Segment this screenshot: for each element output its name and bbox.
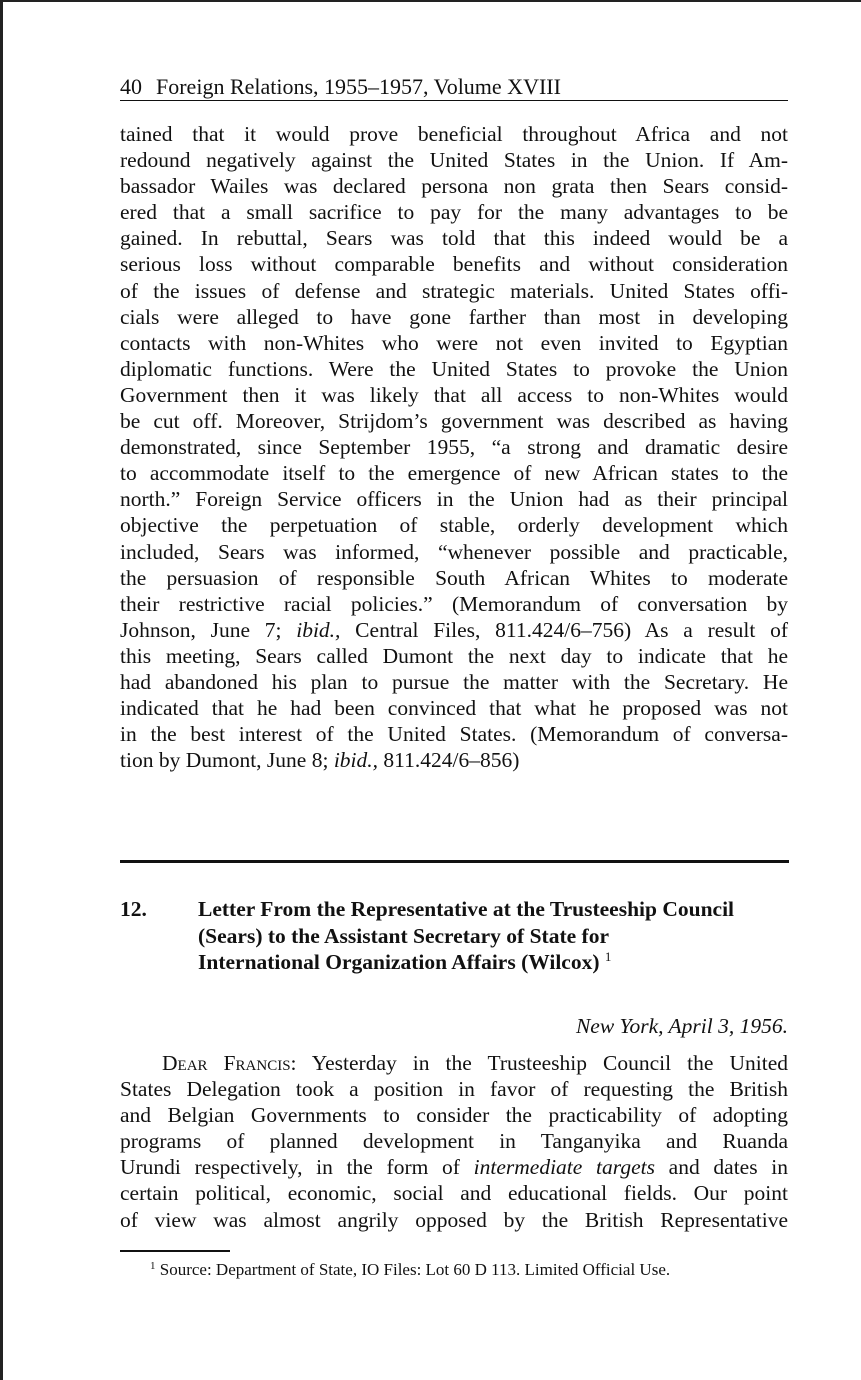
footnote-rule: [120, 1250, 230, 1252]
body-line: serious loss without comparable benefits and without consideration: [120, 252, 788, 277]
letter-line: of view was almost angrily opposed by the British Representative: [120, 1207, 788, 1232]
body-line: contacts with non-Whites who were not even invited to Egyptian: [120, 330, 788, 355]
section-divider: [120, 860, 789, 863]
letter-text: and dates in: [654, 1155, 788, 1180]
title-line: [198, 949, 790, 976]
title-line-text: International Organization Affairs (Wilcox): [198, 950, 600, 974]
citation-text: Johnson, June 7;: [120, 617, 297, 642]
italic-term: intermediate targets: [473, 1155, 655, 1180]
body-line: objective the perpetuation of stable, orderly development which: [120, 513, 788, 538]
ibid-italic: ibid.,: [296, 617, 341, 642]
body-paragraph: [120, 121, 788, 773]
title-line: (Sears) to the Assistant Secretary of State for: [198, 923, 609, 948]
body-line: bassador Wailes was declared persona non grata then Sears consid-: [120, 174, 788, 199]
citation-text: 811.424/6–856): [378, 748, 520, 773]
body-line: gained. In rebuttal, Sears was told that this indeed would be a: [120, 226, 788, 251]
document-number: 12.: [120, 897, 147, 921]
running-head-title: Foreign Relations, 1955–1957, Volume XVIII: [156, 74, 561, 99]
footnote-number: 1: [150, 1260, 156, 1272]
footnote: [150, 1259, 790, 1281]
citation-text: tion by Dumont, June 8;: [120, 748, 334, 773]
body-line: included, Sears was informed, “whenever possible and practicable,: [120, 539, 788, 564]
letter-line: [120, 1154, 788, 1180]
citation-text: Central Files, 811.424/6–756) As a result of: [340, 617, 789, 642]
body-line: the persuasion of responsible South African Whites to moderate: [120, 565, 788, 590]
body-line: of the issues of defense and strategic materials. United States offi-: [120, 278, 788, 303]
page-border-top: [0, 0, 861, 2]
salutation: Dear Francis:: [162, 1051, 297, 1075]
body-line: redound negatively against the United States in the Union. If Am-: [120, 148, 788, 173]
footnote-marker: 1: [604, 949, 612, 964]
body-line: be cut off. Moreover, Strijdom’s government was described as having: [120, 409, 788, 434]
letter-line: certain political, economic, social and educational fields. Our point: [120, 1181, 788, 1206]
page-number: 40: [120, 74, 142, 99]
body-line: Government then it was likely that all access to non-Whites would: [120, 382, 788, 407]
body-line: north.” Foreign Service officers in the Union had as their principal: [120, 487, 788, 512]
title-line: Letter From the Representative at the Trusteeship Council: [198, 897, 735, 921]
body-line: [120, 617, 788, 643]
letter-text: Yesterday in the Trusteeship Council the United: [296, 1051, 788, 1075]
body-line: [120, 747, 788, 773]
body-line: ered that a small sacrifice to pay for the many advantages to be: [120, 200, 788, 225]
letter-text: Urundi respectively, in the form of: [120, 1155, 474, 1180]
letter-line: [120, 1050, 788, 1076]
body-line: indicated that he had been convinced that what he proposed was not: [120, 696, 788, 721]
letter-line: and Belgian Governments to consider the practicability of adopting: [120, 1103, 788, 1128]
body-line: to accommodate itself to the emergence of new African states to the: [120, 461, 788, 486]
page-border-left: [0, 0, 3, 1380]
letter-line: States Delegation took a position in favor of requesting the British: [120, 1077, 788, 1102]
body-line: tained that it would prove beneficial throughout Africa and not: [120, 122, 788, 146]
body-line: their restrictive racial policies.” (Memorandum of conversation by: [120, 591, 788, 616]
document-title: [198, 896, 790, 976]
body-line: this meeting, Sears called Dumont the next day to indicate that he: [120, 643, 788, 668]
body-line: in the best interest of the United States. (Memorandum of conversa-: [120, 722, 788, 747]
body-line: diplomatic functions. Were the United States to provoke the Union: [120, 356, 788, 381]
body-line: demonstrated, since September 1955, “a strong and dramatic desire: [120, 435, 788, 460]
running-head: [120, 74, 788, 101]
body-line: had abandoned his plan to pursue the matter with the Secretary. He: [120, 669, 788, 694]
footnote-text: Source: Department of State, IO Files: Lot 60 D 113. Limited Official Use.: [159, 1260, 671, 1279]
body-line: cials were alleged to have gone farther than most in developing: [120, 304, 788, 329]
ibid-italic: ibid.,: [333, 748, 379, 773]
dateline: New York, April 3, 1956.: [575, 1014, 788, 1038]
letter-line: programs of planned development in Tanganyika and Ruanda: [120, 1129, 788, 1154]
letter-body: [120, 1050, 788, 1233]
